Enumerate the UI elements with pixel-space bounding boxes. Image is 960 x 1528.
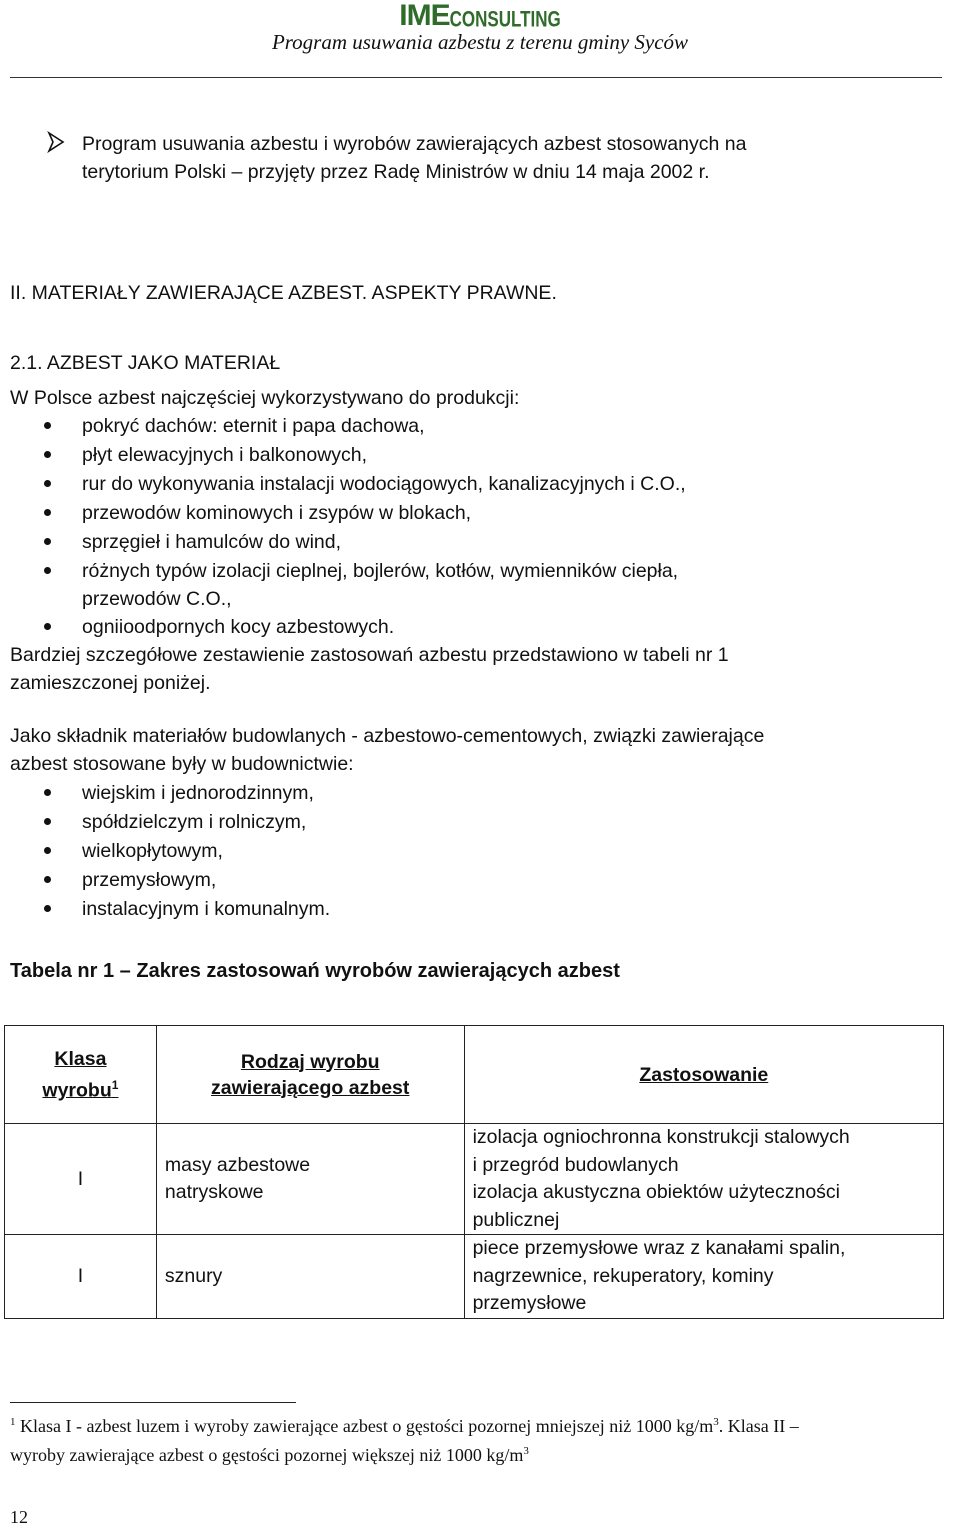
list-item: wielkopłytowym, [82,840,223,862]
footnote-ref: 1 [111,1077,119,1092]
cell-line: izolacja ogniochronna konstrukcji stalowych [472,1126,850,1148]
header-klasa-word: wyrobu [42,1079,112,1102]
list-item-continuation: przewodów C.O., [82,588,232,610]
bullet-icon [44,623,51,630]
paragraph-3-line2: azbest stosowane były w budownictwie: [10,753,354,775]
footnote [10,1410,940,1468]
logo-consulting: CONSULTING [449,7,561,32]
bullet-icon [44,876,51,883]
list-item: przemysłowym, [82,869,217,891]
cell-line: publicznej [472,1208,560,1231]
bullet-icon [44,567,51,574]
footnote-mark: 1 [10,1416,16,1428]
cell-line: izolacja akustyczna obiektów użyteczności [472,1181,841,1203]
list-item: sprzęgieł i hamulców do wind, [82,531,342,553]
cell-rodzaj-line1: sznury [164,1265,223,1287]
header-rodzaj-line2: zawierającego azbest [211,1076,410,1099]
bullet-icon [44,509,51,516]
list-item: spółdzielczym i rolniczym, [82,811,307,833]
bullet-icon [44,789,51,796]
footnote-text: Klasa I - azbest luzem i wyroby zawierające azbest o gęstości pozornej mniejszej niż 1000 kg/m [20,1416,714,1436]
document-subtitle: Program usuwania azbestu z terenu gminy Syców [271,30,689,54]
header-rodzaj-line1: Rodzaj wyrobu [240,1050,380,1073]
arrow-bullet-icon [46,130,68,154]
cell-line: przemysłowe [472,1292,587,1315]
footnote-superscript: 3 [713,1416,719,1428]
header-rodzaj [156,1026,464,1124]
list-item: różnych typów izolacji cieplnej, bojlerów, kotłów, wymienników ciepła, [82,560,679,582]
section-heading: II. MATERIAŁY ZAWIERAJĄCE AZBEST. ASPEKTY PRAWNE. [10,282,557,304]
list-item: ogniioodpornych kocy azbestowych. [82,616,395,638]
footnote-line2 [10,1439,940,1468]
paragraph-intro: W Polsce azbest najczęściej wykorzystywano do produkcji: [10,387,520,409]
paragraph-2-line2: zamieszczonej poniżej. [10,672,211,694]
bullet-icon [44,422,51,429]
list-item: pokryć dachów: eternit i papa dachowa, [82,415,425,437]
table-header-row [5,1026,944,1124]
cell-rodzaj [156,1124,464,1235]
list-item: wiejskim i jednorodzinnym, [82,782,314,804]
cell-klasa: I [5,1235,157,1319]
cell-klasa: I [5,1124,157,1235]
footnote-text: . Klasa II – [718,1416,799,1436]
asbestos-table [4,1025,944,1319]
list-item: płyt elewacyjnych i balkonowych, [82,444,368,466]
cell-line: nagrzewnice, rekuperatory, kominy [472,1264,774,1287]
table-row [5,1124,944,1235]
cell-rodzaj-line2: natryskowe [164,1181,264,1203]
cell-line: i przegród budowlanych [472,1153,679,1176]
footnote-superscript: 3 [523,1445,529,1457]
header-divider [10,77,942,78]
header-klasa-line2 [5,1072,156,1104]
subsection-heading: 2.1. AZBEST JAKO MATERIAŁ [10,352,281,374]
intro-bullet-line2: terytorium Polski – przyjęty przez Radę Ministrów w dniu 14 maja 2002 r. [82,161,710,183]
cell-zastosowanie [464,1235,943,1319]
cell-rodzaj-line1: masy azbestowe [164,1154,311,1176]
bullet-icon [44,818,51,825]
cell-line: piece przemysłowe wraz z kanałami spalin, [472,1237,846,1260]
table-title: Tabela nr 1 – Zakres zastosowań wyrobów zawierających azbest [10,960,620,982]
table-row [5,1235,944,1319]
bullet-icon [44,538,51,545]
paragraph-3-line1: Jako składnik materiałów budowlanych - azbestowo-cementowych, związki zawierające [10,725,765,747]
header-klasa-line1: Klasa [54,1047,107,1070]
bullet-icon [44,905,51,912]
footnote-text: wyroby zawierające azbest o gęstości pozornej większej niż 1000 kg/m [10,1445,524,1465]
logo-ime: IME [399,0,450,32]
cell-rodzaj [156,1235,464,1319]
header-klasa [5,1026,157,1124]
cell-zastosowanie [464,1124,943,1235]
paragraph-2-line1: Bardziej szczegółowe zestawienie zastosowań azbestu przedstawiono w tabeli nr 1 [10,644,729,666]
list-item: przewodów kominowych i zsypów w blokach, [82,502,472,524]
bullet-icon [44,451,51,458]
footnote-divider [10,1402,296,1403]
list-item: rur do wykonywania instalacji wodociągowych, kanalizacyjnych i C.O., [82,473,686,495]
list-item: instalacyjnym i komunalnym. [82,898,331,920]
header-zastosowanie: Zastosowanie [464,1026,943,1124]
bullet-icon [44,480,51,487]
bullet-icon [44,847,51,854]
footnote-line1 [10,1410,940,1439]
page-number: 12 [10,1507,28,1527]
intro-bullet-line1: Program usuwania azbestu i wyrobów zawierających azbest stosowanych na [82,133,747,155]
